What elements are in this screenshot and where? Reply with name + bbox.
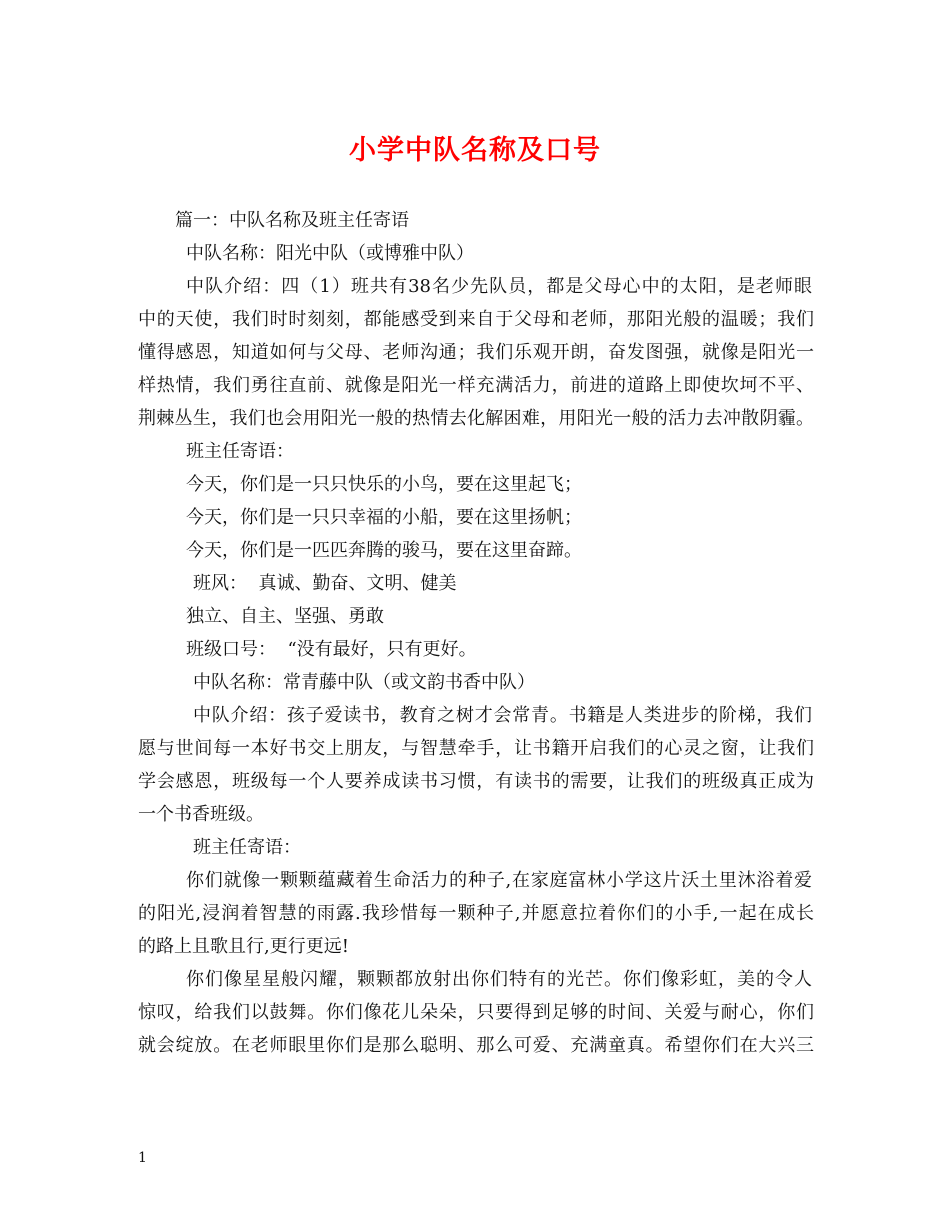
paragraph-line: 中的天使，我们时时刻刻，都能感受到来自于父母和老师，那阳光般的温暖；我们 — [138, 309, 814, 330]
paragraph-line: 你们就像一颗颗蕴藏着生命活力的种子,在家庭富林小学这片沃土里沐浴着爱 — [186, 870, 812, 891]
paragraph-line: 愿与世间每一本好书交上朋友，与智慧牵手，让书籍开启我们的心灵之窗，让我们 — [138, 738, 814, 759]
paragraph-line: 班级口号： “没有最好，只有更好。 — [186, 639, 477, 660]
paragraph-line: 惊叹，给我们以鼓舞。你们像花儿朵朵，只要得到足够的时间、关爱与耐心，你们 — [138, 1002, 814, 1023]
paragraph-line: 学会感恩，班级每一个人要养成读书习惯，有读书的需要，让我们的班级真正成为 — [138, 771, 814, 792]
paragraph-line: 班主任寄语： — [186, 441, 294, 462]
section-heading: 篇一：中队名称及班主任寄语 — [175, 210, 409, 231]
paragraph-line: 班主任寄语： — [193, 837, 301, 858]
paragraph-line: 今天，你们是一只只快乐的小鸟，要在这里起飞； — [186, 474, 582, 495]
paragraph-line: 懂得感恩，知道如何与父母、老师沟通；我们乐观开朗，奋发图强，就像是阳光一 — [138, 342, 814, 363]
paragraph-line: 中队名称：阳光中队（或博雅中队） — [186, 243, 474, 264]
paragraph-line: 班风： 真诚、勤奋、文明、健美 — [193, 573, 457, 594]
paragraph-line: 中队介绍：孩子爱读书，教育之树才会常青。书籍是人类进步的阶梯，我们 — [193, 705, 812, 726]
paragraph-line: 一个书香班级。 — [138, 804, 264, 825]
document-title: 小学中队名称及口号 — [349, 135, 601, 166]
paragraph-line: 样热情，我们勇往直前、就像是阳光一样充满活力，前进的道路上即使坎坷不平、 — [138, 375, 814, 396]
paragraph-line: 独立、自主、坚强、勇敢 — [186, 606, 384, 627]
paragraph-line: 你们像星星般闪耀，颗颗都放射出你们特有的光芒。你们像彩虹，美的令人 — [186, 969, 812, 990]
paragraph-line: 荆棘丛生，我们也会用阳光一般的热情去化解困难，用阳光一般的活力去冲散阴霾。 — [138, 408, 814, 429]
page-number: 1 — [138, 1150, 147, 1166]
paragraph-line: 中队名称：常青藤中队（或文韵书香中队） — [193, 672, 535, 693]
paragraph-line: 中队介绍：四（1）班共有38名少先队员，都是父母心中的太阳，是老师眼 — [186, 276, 812, 297]
paragraph-line: 的阳光,浸润着智慧的雨露.我珍惜每一颗种子,并愿意拉着你们的小手,一起在成长 — [138, 903, 814, 924]
paragraph-line: 就会绽放。在老师眼里你们是那么聪明、那么可爱、充满童真。希望你们在大兴三 — [138, 1035, 814, 1056]
paragraph-line: 今天，你们是一只只幸福的小船，要在这里扬帆； — [186, 507, 582, 528]
paragraph-line: 今天，你们是一匹匹奔腾的骏马，要在这里奋蹄。 — [186, 540, 582, 561]
paragraph-line: 的路上且歌且行,更行更远! — [138, 936, 349, 957]
